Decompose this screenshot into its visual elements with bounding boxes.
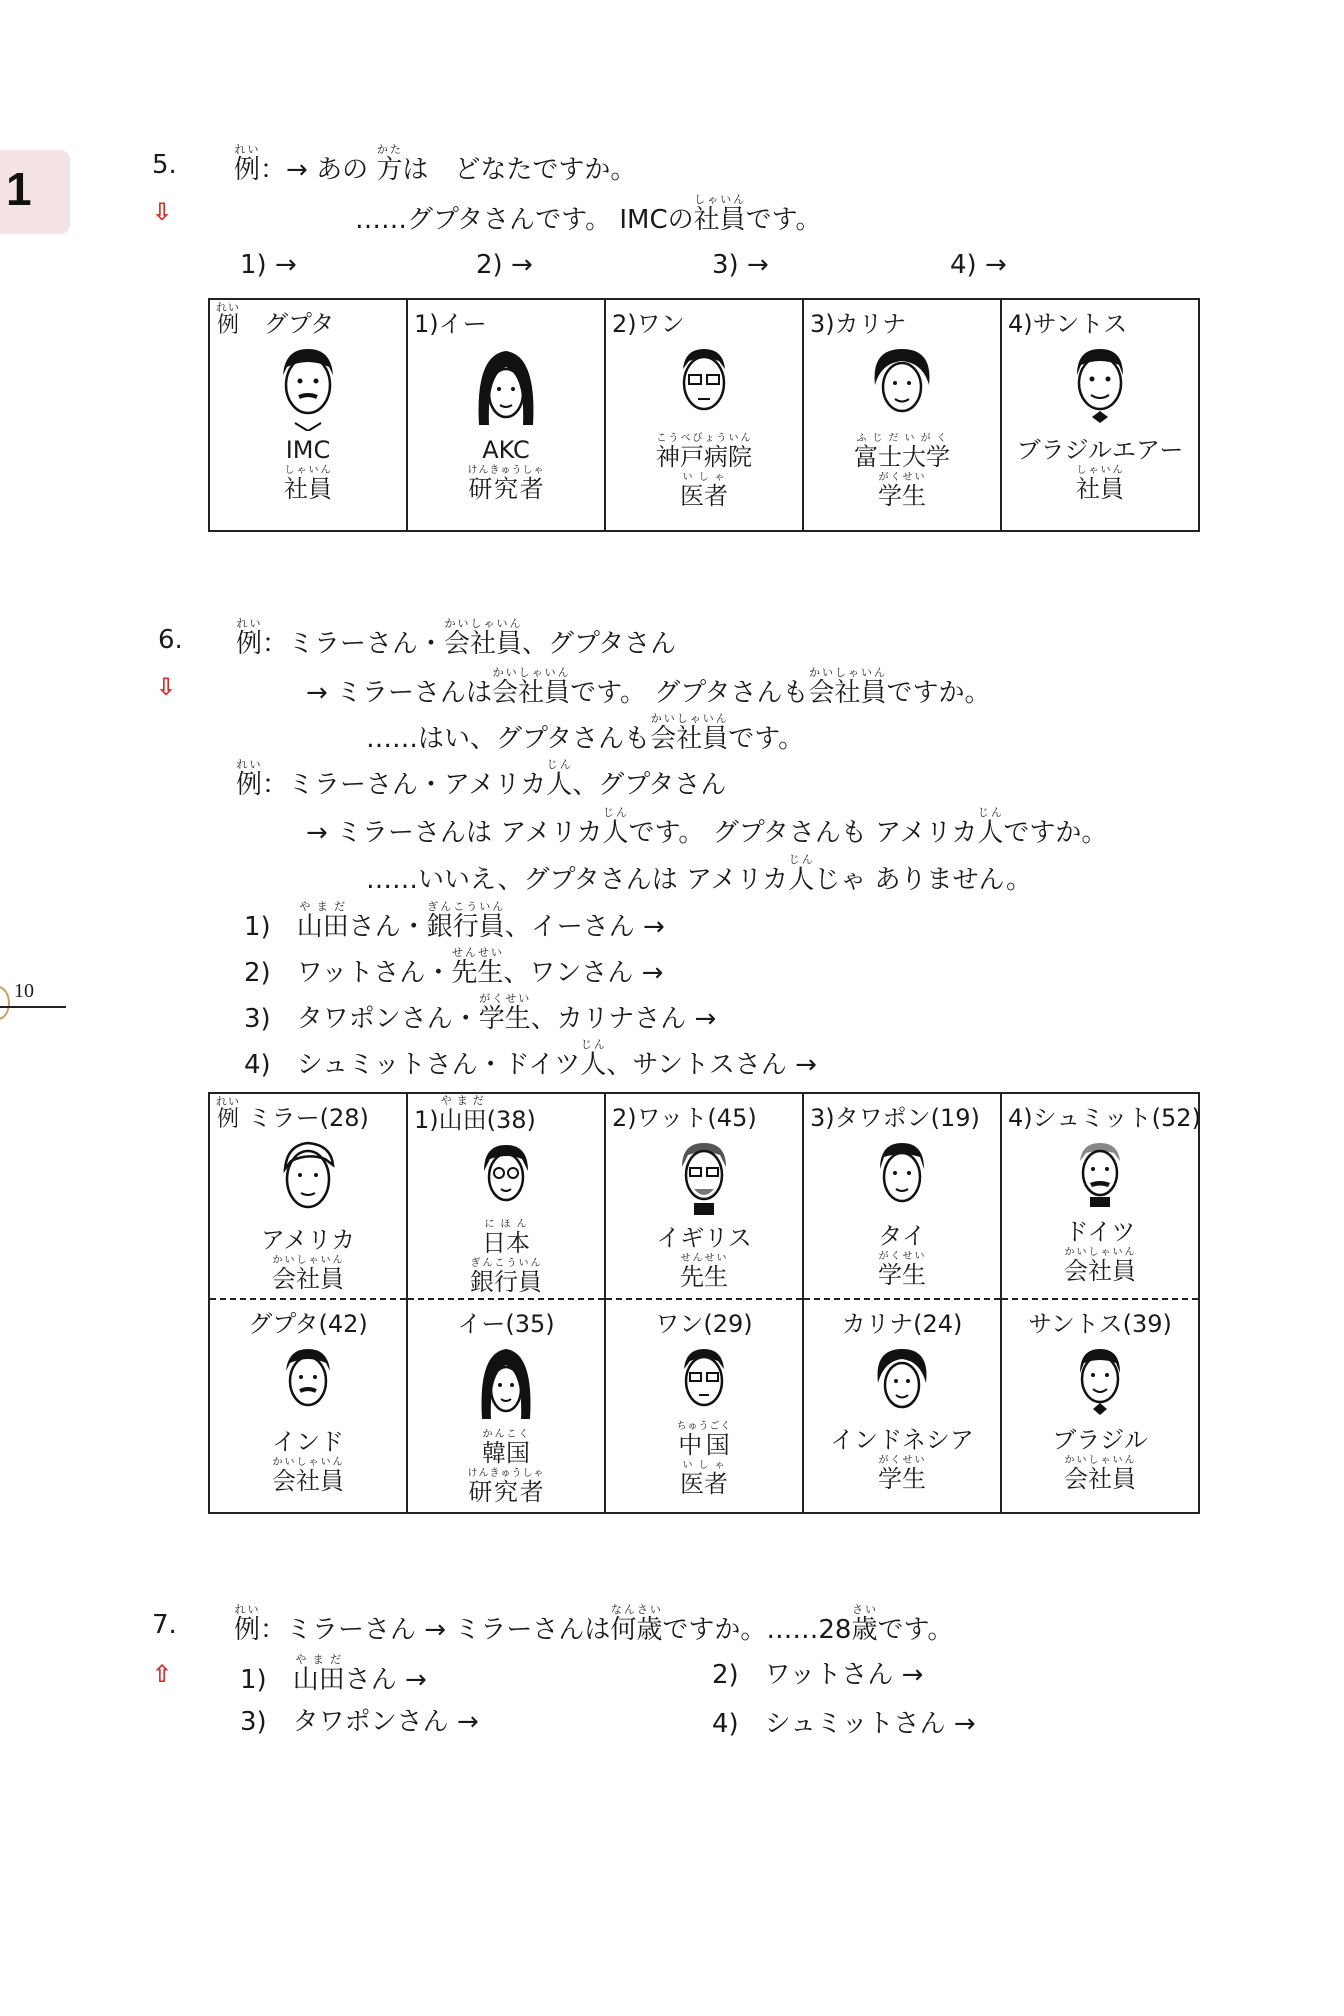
ex6-cell-yi: イー(35) 韓国かんこく 研究者けんきゅうしゃ xyxy=(407,1299,605,1513)
portrait-yi-icon xyxy=(471,345,541,435)
ex5-number: 5. xyxy=(152,150,177,180)
ex5-cell-rei: 例れい グプタ IMC 社員しゃいん xyxy=(209,299,407,531)
ex5-cell-4: 4)サントス ブラジルエアー 社員しゃいん xyxy=(1001,299,1199,531)
ex5-item-4: 4) → xyxy=(950,250,1007,280)
ex6-cell-3: 3)タワポン(19) タイ 学生がくせい xyxy=(803,1093,1001,1299)
ex6-cell-santos: サントス(39) ブラジル 会社員かいしゃいん xyxy=(1001,1299,1199,1513)
ex7-example-line: 例れい：ミラーさん → ミラーさんは何歳なんさいですか。……28歳さいです。 xyxy=(234,1603,954,1645)
ex7-item-4: 4) シュミットさん → xyxy=(712,1709,976,1739)
portrait-wang-icon xyxy=(669,345,739,421)
ex6-cell-wang: ワン(29) 中国ちゅうごく 医者いしゃ xyxy=(605,1299,803,1513)
ex6-example1-line3: ……はい、グプタさんも会社員かいしゃいんです。 xyxy=(366,712,805,754)
portrait-gupta-icon xyxy=(273,345,343,431)
ex5-item-1: 1) → xyxy=(240,250,297,280)
ex6-item-1: 1) 山田やまださん・銀行員ぎんこういん、イーさん → xyxy=(244,900,665,942)
portrait-karina-icon xyxy=(872,1345,932,1417)
portrait-santos-icon xyxy=(1070,1345,1130,1417)
page-margin-arc xyxy=(0,986,10,1020)
ex5-example-line: 例れい：→ あの 方かたは どなたですか。 xyxy=(234,143,637,185)
ex5-cell-3: 3)カリナ 富士大学ふじだいがく 学生がくせい xyxy=(803,299,1001,531)
ex7-number: 7. xyxy=(152,1610,177,1640)
ex6-cell-rei: 例れい ミラー(28) アメリカ 会社員かいしゃいん xyxy=(209,1093,407,1299)
ex5-item-3: 3) → xyxy=(712,250,769,280)
arrow-down-icon: ⇩ xyxy=(152,198,173,226)
page-number-rule xyxy=(0,1006,66,1008)
chapter-tab xyxy=(0,150,70,234)
rei-label: 例れい xyxy=(234,143,261,185)
ex6-example2-line1: 例れい：ミラーさん・アメリカ人じん、グプタさん xyxy=(236,758,727,800)
ex5-cell-2: 2)ワン 神戸病院こうべびょういん 医者いしゃ xyxy=(605,299,803,531)
ex6-cell-karina: カリナ(24) インドネシア 学生がくせい xyxy=(803,1299,1001,1513)
portrait-yi-icon xyxy=(476,1345,536,1427)
ex5-table xyxy=(208,298,1200,532)
ex6-table xyxy=(208,1092,1200,1514)
page-number: 10 xyxy=(14,980,34,1002)
ex5-answer-line: ……グプタさんです。 IMCの社員しゃいんです。 xyxy=(355,193,822,235)
arrow-down-icon: ⇩ xyxy=(156,673,177,701)
portrait-gupta-icon xyxy=(278,1345,338,1415)
ex6-item-4: 4) シュミットさん・ドイツ人じん、サントスさん → xyxy=(244,1038,817,1080)
ex6-example2-line3: ……いいえ、グプタさんは アメリカ人じんじゃ ありません。 xyxy=(366,853,1033,895)
portrait-tawapon-icon xyxy=(872,1139,932,1213)
ex6-cell-4: 4)シュミット(52) ドイツ 会社員かいしゃいん xyxy=(1001,1093,1199,1299)
portrait-watt-icon xyxy=(674,1139,734,1217)
ex6-example1-line1: 例れい：ミラーさん・会社員かいしゃいん、グプタさん xyxy=(236,617,677,659)
portrait-wang-icon xyxy=(674,1345,734,1417)
portrait-miller-icon xyxy=(273,1139,343,1219)
ex6-cell-1: 1)山田やまだ(38) 日本にほん 銀行員ぎんこういん xyxy=(407,1093,605,1299)
ex6-example1-line2: → ミラーさんは会社員かいしゃいんです。 グプタさんも会社員かいしゃいんですか。 xyxy=(306,666,991,708)
portrait-yamada-icon xyxy=(476,1141,536,1211)
chapter-number: 1 xyxy=(6,163,32,215)
ex6-cell-gupta: グプタ(42) インド 会社員かいしゃいん xyxy=(209,1299,407,1513)
portrait-schmidt-icon xyxy=(1070,1139,1130,1209)
ex6-example2-line2: → ミラーさんは アメリカ人じんです。 グプタさんも アメリカ人じんですか。 xyxy=(306,806,1108,848)
ex7-item-1: 1) 山田やまださん → xyxy=(240,1653,427,1695)
ex5-cell-1: 1)イー AKC 研究者けんきゅうしゃ xyxy=(407,299,605,531)
portrait-karina-icon xyxy=(867,345,937,423)
ex6-cell-2: 2)ワット(45) イギリス 先生せんせい xyxy=(605,1093,803,1299)
ex6-item-2: 2) ワットさん・先生せんせい、ワンさん → xyxy=(244,946,664,988)
ex6-number: 6. xyxy=(158,625,183,655)
ex7-item-2: 2) ワットさん → xyxy=(712,1660,924,1690)
portrait-santos-icon xyxy=(1065,345,1135,425)
arrow-up-icon: ⇧ xyxy=(152,1660,173,1688)
ex5-item-2: 2) → xyxy=(476,250,533,280)
ex7-item-3: 3) タワポンさん → xyxy=(240,1707,479,1737)
ex6-item-3: 3) タワポンさん・学生がくせい、カリナさん → xyxy=(244,992,717,1034)
